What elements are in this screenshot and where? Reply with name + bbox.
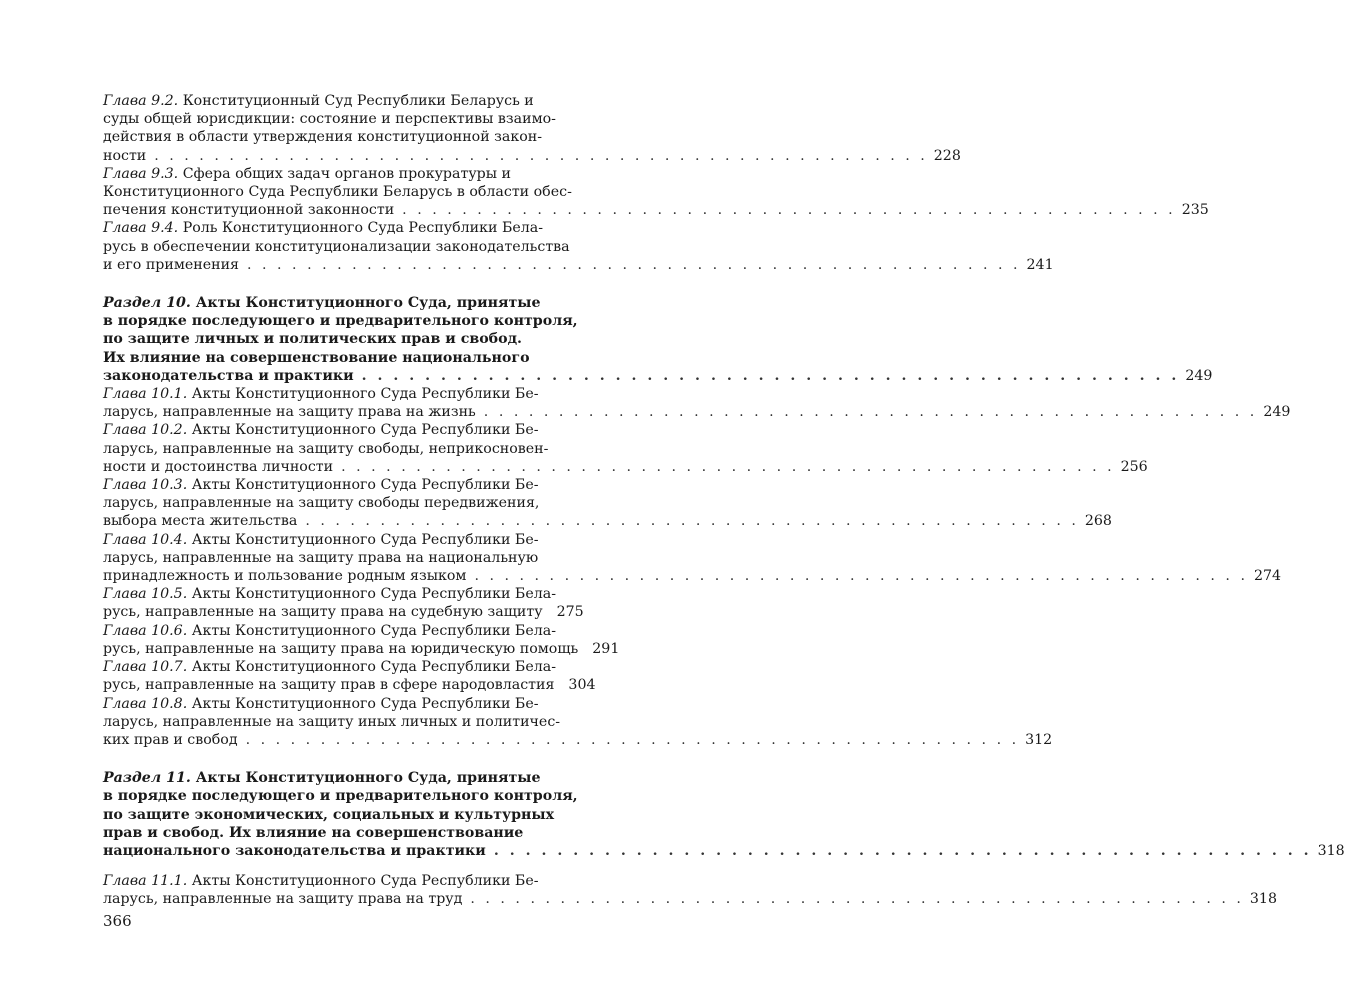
toc-prefix: Глава 10.1. — [103, 386, 188, 403]
toc-page-number: 241 — [1026, 256, 1054, 273]
toc-line: русь, направленные на защиту права на судебную защиту 275 — [103, 604, 584, 621]
leader-dots: . . . . . . . . . . . . . . . . . . . . . . . . . . . . . . . . . . . . . . . . . . . . . . . . . . . . — [154, 147, 928, 164]
toc-page-number: 304 — [568, 677, 596, 694]
toc-page-number: 235 — [1181, 202, 1209, 219]
toc-page-number: 318 — [1317, 842, 1345, 859]
toc-line: Глава 11.1. Акты Конституционного Суда Республики Бе- — [103, 873, 539, 890]
toc-line: Глава 10.4. Акты Конституционного Суда Республики Бе- — [103, 531, 539, 548]
toc-line: русь, направленные на защиту прав в сфере народовластия 304 — [103, 677, 596, 694]
toc-entry[interactable] — [103, 585, 584, 621]
toc-line: Глава 9.4. Роль Конституционного Суда Республики Бела- — [103, 220, 544, 237]
leader-dots: . . . . . . . . . . . . . . . . . . . . . . . . . . . . . . . . . . . . . . . . . . . . . . . . . . . . — [245, 731, 1020, 748]
toc-page-number: 312 — [1025, 731, 1053, 748]
leader-dots: . . . . . . . . . . . . . . . . . . . . . . . . . . . . . . . . . . . . . . . . . . . . . . . . . . . . — [470, 891, 1244, 908]
toc-line: прав и свобод. Их влияние на совершенствование — [103, 824, 524, 841]
leader-dots: . . . . . . . . . . . . . . . . . . . . . . . . . . . . . . . . . . . . . . . . . . . . . . . . . . . . — [493, 842, 1312, 859]
toc-entry[interactable] — [103, 385, 1291, 421]
leader-dots: . . . . . . . . . . . . . . . . . . . . . . . . . . . . . . . . . . . . . . . . . . . . . . . . . . . . — [247, 256, 1021, 273]
toc-line: ности . . . . . . . . . . . . . . . . . . . . . . . . . . . . . . . . . . . . . . . . . . . . . . . . . . . . 228 — [103, 147, 961, 164]
toc-line: законодательства и практики . . . . . . . . . . . . . . . . . . . . . . . . . . . . . . . . . . . . . . . . . . . . . . . . . . . . 249 — [103, 367, 1213, 384]
toc-prefix: Глава 10.6. — [103, 622, 188, 639]
toc-line: Конституционного Суда Республики Беларусь в области обес- — [103, 184, 572, 201]
toc-page-number: 268 — [1084, 513, 1112, 530]
toc-page-number: 275 — [556, 604, 584, 621]
toc-prefix: Глава 9.2. — [103, 93, 179, 109]
toc-entry[interactable] — [103, 92, 961, 165]
toc-line: Глава 10.6. Акты Конституционного Суда Республики Бела- — [103, 622, 557, 639]
toc-entry[interactable] — [103, 165, 1209, 220]
toc-prefix: Глава 10.5. — [103, 586, 188, 603]
leader-dots: . . . . . . . . . . . . . . . . . . . . . . . . . . . . . . . . . . . . . . . . . . . . . . . . . . . . — [483, 404, 1258, 421]
table-of-contents — [103, 92, 1345, 909]
toc-line: ларусь, направленные на защиту свободы, неприкосновен- — [103, 440, 549, 457]
toc-line: ларусь, направленные на защиту свободы передвижения, — [103, 495, 540, 512]
toc-prefix: Раздел 10. — [103, 295, 191, 312]
toc-line: суды общей юрисдикции: состояние и перспективы взаимо- — [103, 111, 556, 128]
toc-prefix: Глава 10.4. — [103, 531, 188, 548]
toc-page-number: 256 — [1120, 458, 1148, 475]
toc-line: печения конституционной законности . . . . . . . . . . . . . . . . . . . . . . . . . . . . . . . . . . . . . . . . . . . . . . . . . . . . 235 — [103, 202, 1209, 219]
toc-line: Глава 10.3. Акты Конституционного Суда Республики Бе- — [103, 477, 539, 494]
toc-entry[interactable] — [103, 476, 1112, 531]
toc-line: ларусь, направленные на защиту права на труд . . . . . . . . . . . . . . . . . . . . . . . . . . . . . . . . . . . . . . . . . . . . . . . . . . . . 318 — [103, 891, 1277, 908]
toc-prefix: Глава 10.7. — [103, 659, 188, 676]
toc-page-number: 249 — [1263, 404, 1291, 421]
toc-page-number: 274 — [1253, 568, 1282, 585]
toc-entry[interactable] — [103, 531, 1282, 586]
toc-line: Раздел 10. Акты Конституционного Суда, принятые — [103, 295, 541, 312]
toc-line: русь, направленные на защиту права на юридическую помощь 291 — [103, 640, 620, 657]
toc-line: Раздел 11. Акты Конституционного Суда, принятые — [103, 770, 541, 787]
toc-prefix: Глава 9.4. — [103, 220, 179, 237]
toc-page-number: 228 — [933, 147, 961, 164]
toc-line: ларусь, направленные на защиту иных личных и политичес- — [103, 713, 561, 730]
toc-entry[interactable] — [103, 622, 620, 658]
toc-line: выбора места жительства . . . . . . . . . . . . . . . . . . . . . . . . . . . . . . . . . . . . . . . . . . . . . . . . . . . . 268 — [103, 513, 1112, 530]
toc-prefix: Раздел 11. — [103, 770, 191, 787]
toc-line: Глава 10.8. Акты Конституционного Суда Республики Бе- — [103, 695, 539, 712]
toc-line: Глава 10.1. Акты Конституционного Суда Республики Бе- — [103, 386, 539, 403]
toc-line: по защите личных и политических прав и свобод. — [103, 331, 522, 348]
toc-line: Глава 9.3. Сфера общих задач органов прокуратуры и — [103, 165, 512, 182]
toc-page-number: 291 — [592, 640, 620, 657]
leader-dots: . . . . . . . . . . . . . . . . . . . . . . . . . . . . . . . . . . . . . . . . . . . . . . . . . . . . — [305, 513, 1079, 530]
toc-line: ких прав и свобод . . . . . . . . . . . . . . . . . . . . . . . . . . . . . . . . . . . . . . . . . . . . . . . . . . . . 312 — [103, 731, 1053, 748]
toc-line: Глава 10.5. Акты Конституционного Суда Республики Бела- — [103, 586, 557, 603]
toc-entry[interactable] — [103, 695, 1053, 750]
leader-dots: . . . . . . . . . . . . . . . . . . . . . . . . . . . . . . . . . . . . . . . . . . . . . . . . . . . . — [402, 202, 1176, 219]
page-number: 366 — [103, 912, 132, 930]
toc-section[interactable] — [103, 769, 1345, 860]
toc-prefix: Глава 9.3. — [103, 165, 179, 182]
toc-prefix: Глава 10.8. — [103, 695, 188, 712]
toc-line: ности и достоинства личности . . . . . . . . . . . . . . . . . . . . . . . . . . . . . . . . . . . . . . . . . . . . . . . . . . . . 256 — [103, 458, 1148, 475]
toc-entry[interactable] — [103, 658, 596, 694]
toc-line: в порядке последующего и предварительного контроля, — [103, 788, 578, 805]
toc-page-number: 318 — [1249, 891, 1277, 908]
toc-entry[interactable] — [103, 219, 1054, 274]
toc-page-number: 249 — [1185, 367, 1213, 384]
toc-line: принадлежность и пользование родным языком . . . . . . . . . . . . . . . . . . . . . . . . . . . . . . . . . . . . . . . . . . . . . . . . . . . . 274 — [103, 568, 1282, 585]
toc-line: Глава 9.2. Конституционный Суд Республики Беларусь и — [103, 93, 534, 109]
leader-dots: . . . . . . . . . . . . . . . . . . . . . . . . . . . . . . . . . . . . . . . . . . . . . . . . . . . . — [474, 568, 1248, 585]
toc-line: ларусь, направленные на защиту права на жизнь . . . . . . . . . . . . . . . . . . . . . . . . . . . . . . . . . . . . . . . . . . . . . . . . . . . . 249 — [103, 404, 1291, 421]
toc-entry[interactable] — [103, 421, 1148, 476]
toc-line: Глава 10.7. Акты Конституционного Суда Республики Белa- — [103, 659, 557, 676]
toc-line: Глава 10.2. Акты Конституционного Суда Республики Бе- — [103, 422, 539, 439]
toc-entry[interactable] — [103, 872, 1277, 908]
toc-line: Их влияние на совершенствование национального — [103, 349, 530, 366]
toc-line: в порядке последующего и предварительного контроля, — [103, 313, 578, 330]
toc-line: национального законодательства и практики . . . . . . . . . . . . . . . . . . . . . . . . . . . . . . . . . . . . . . . . . . . . . . . . . . . . 318 — [103, 842, 1345, 859]
toc-prefix: Глава 10.3. — [103, 477, 188, 494]
toc-line: по защите экономических, социальных и культурных — [103, 806, 555, 823]
toc-line: русь в обеспечении конституционализации законодательства — [103, 238, 570, 255]
toc-line: ларусь, направленные на защиту права на национальную — [103, 549, 539, 566]
leader-dots: . . . . . . . . . . . . . . . . . . . . . . . . . . . . . . . . . . . . . . . . . . . . . . . . . . . . — [361, 367, 1180, 384]
toc-prefix: Глава 10.2. — [103, 422, 188, 439]
toc-line: и его применения . . . . . . . . . . . . . . . . . . . . . . . . . . . . . . . . . . . . . . . . . . . . . . . . . . . . 241 — [103, 256, 1054, 273]
toc-line: действия в области утверждения конституционной закон- — [103, 129, 543, 146]
leader-dots: . . . . . . . . . . . . . . . . . . . . . . . . . . . . . . . . . . . . . . . . . . . . . . . . . . . . — [341, 458, 1115, 475]
toc-prefix: Глава 11.1. — [103, 873, 188, 890]
toc-section[interactable] — [103, 294, 1213, 385]
